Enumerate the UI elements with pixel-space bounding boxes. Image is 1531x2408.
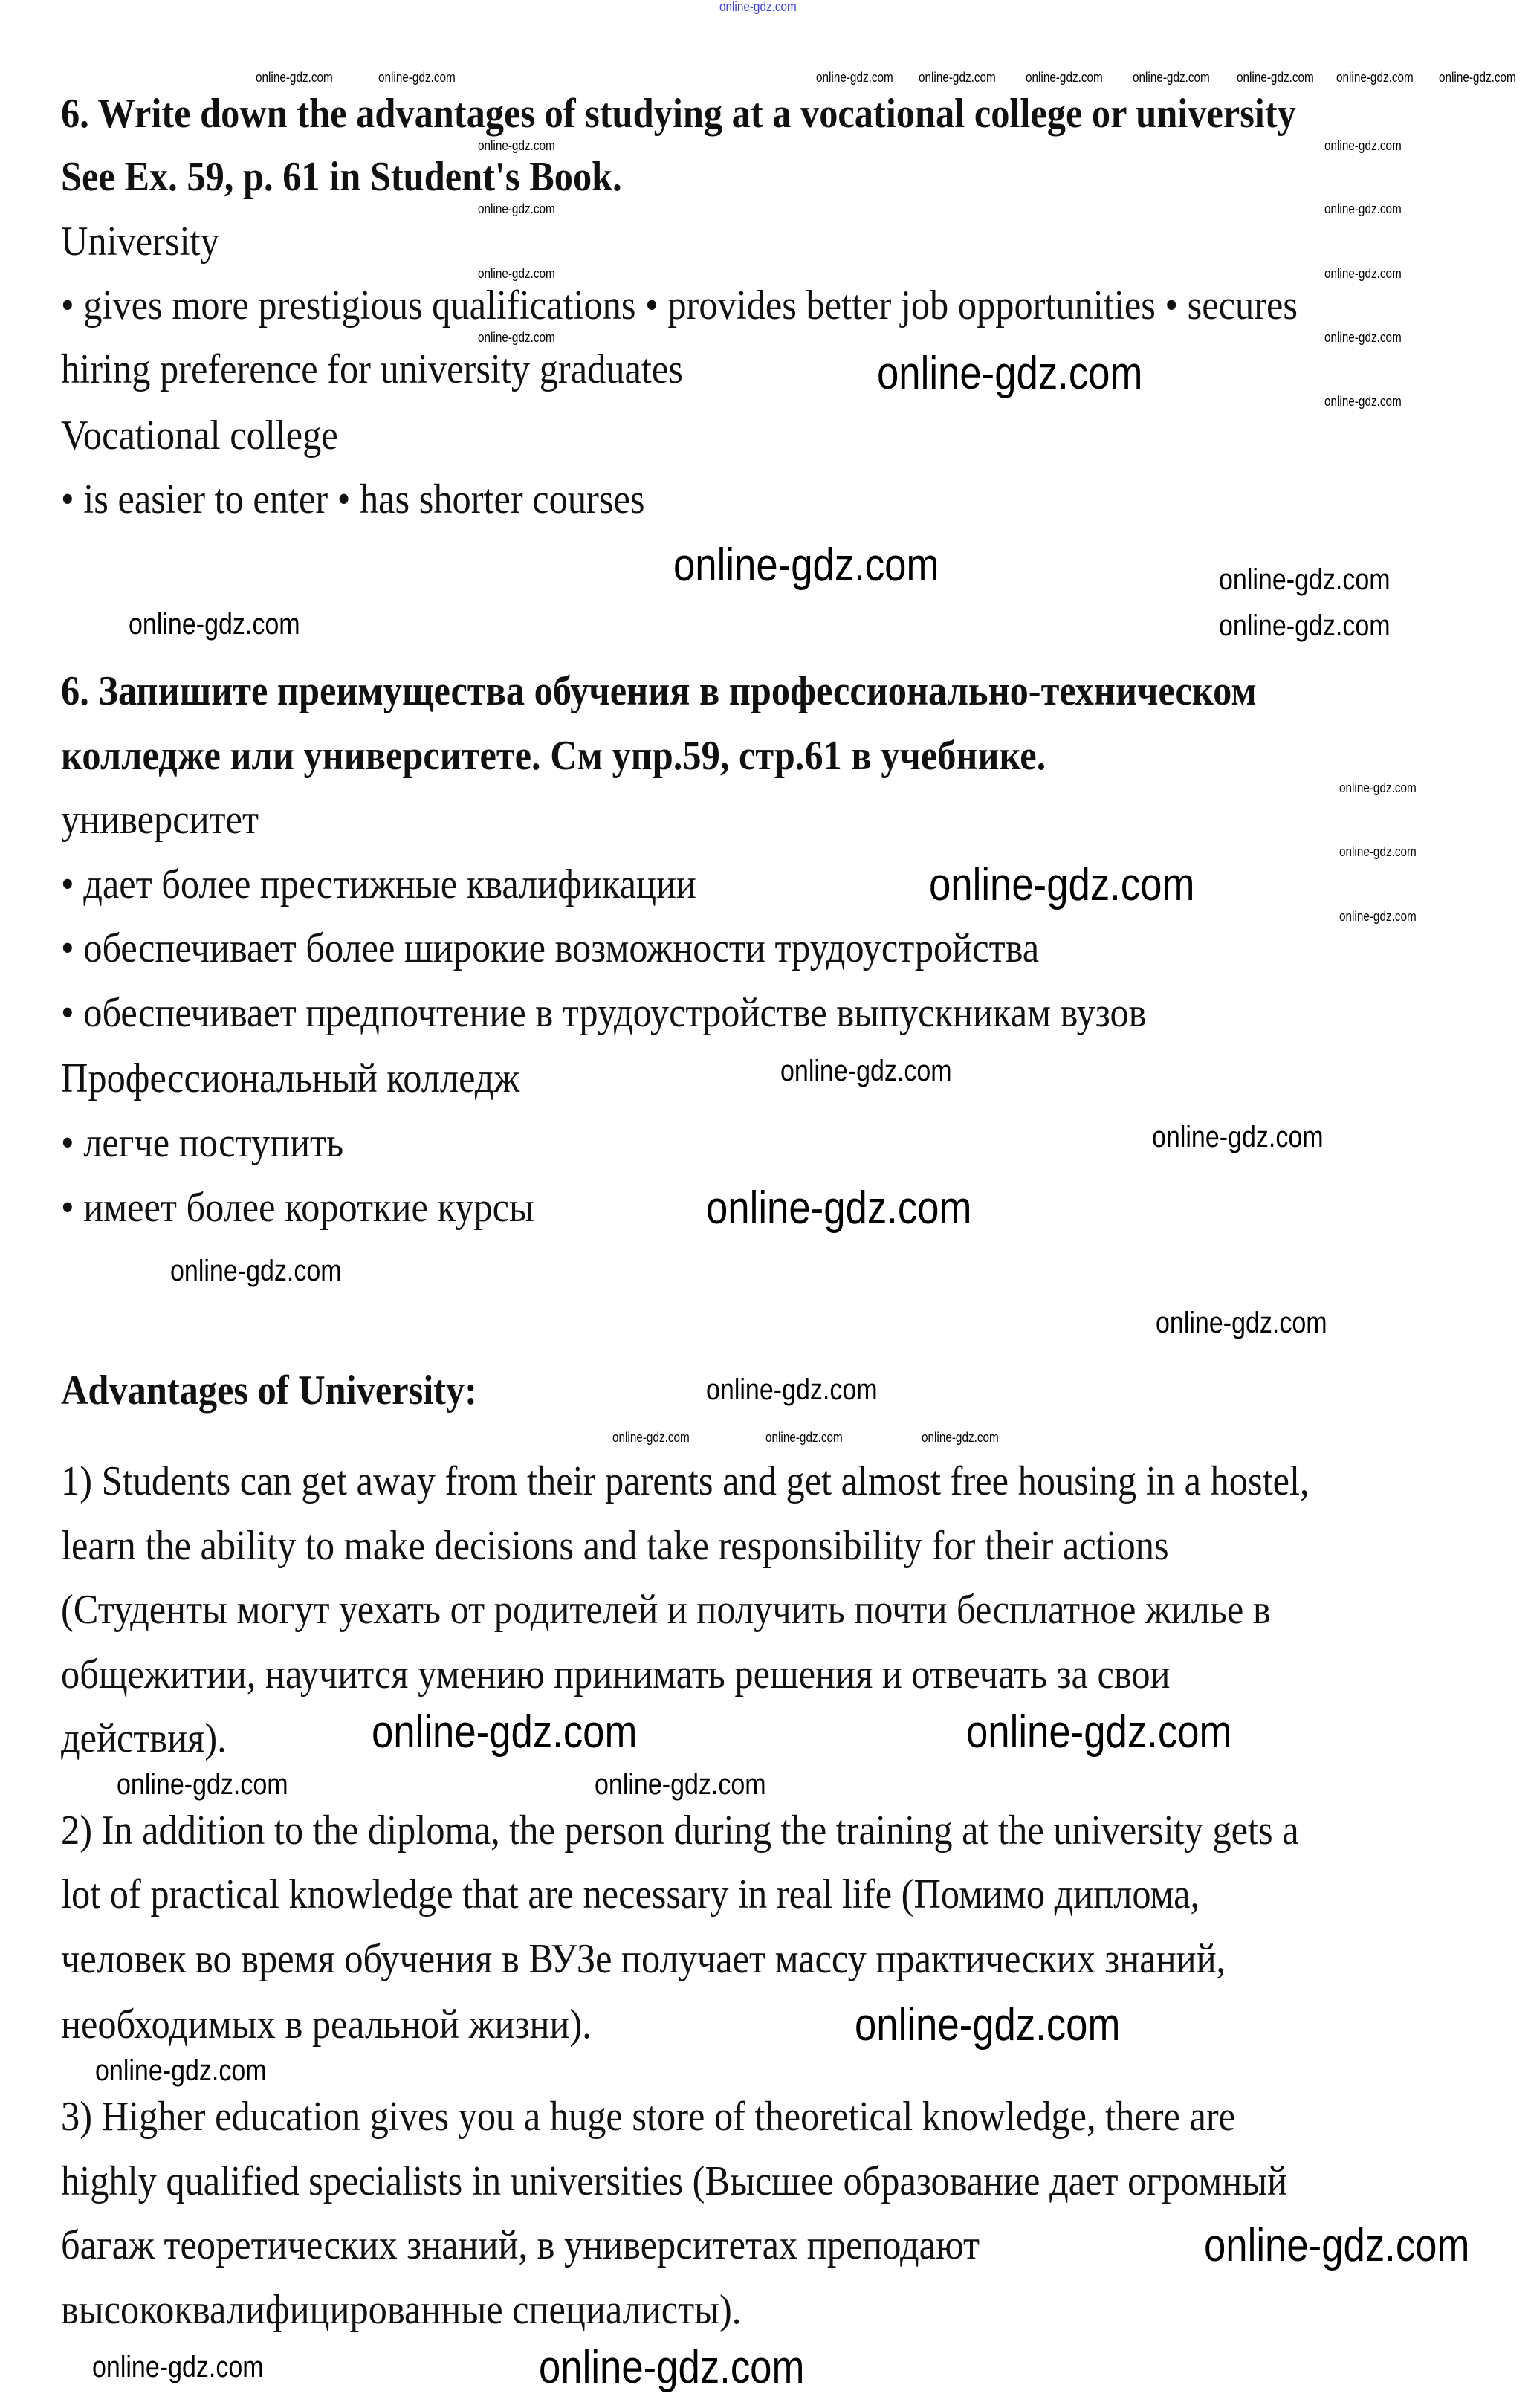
watermark-text: online-gdz.com xyxy=(1339,909,1417,924)
list-item: • обеспечивает предпочтение в трудоустройстве выпускникам вузов xyxy=(61,990,1147,1036)
watermark-text: online-gdz.com xyxy=(1339,844,1417,859)
advantage-2-line: необходимых в реальной жизни). xyxy=(61,2001,592,2048)
watermark-text: online-gdz.com xyxy=(766,1430,843,1445)
watermark-text: online-gdz.com xyxy=(877,348,1143,399)
college-advantages-line: • is easier to enter • has shorter courses xyxy=(61,476,645,522)
watermark-text: online-gdz.com xyxy=(966,1706,1232,1758)
watermark-text: online-gdz.com xyxy=(719,0,797,14)
watermark-text: online-gdz.com xyxy=(117,1768,288,1801)
exercise-reference-en: See Ex. 59, p. 61 in Student's Book. xyxy=(61,154,622,200)
watermark-text: online-gdz.com xyxy=(1237,70,1314,85)
watermark-text: online-gdz.com xyxy=(816,70,893,85)
watermark-text: online-gdz.com xyxy=(612,1430,690,1445)
university-advantages-line: hiring preference for university graduates xyxy=(61,346,683,392)
watermark-text: online-gdz.com xyxy=(1336,70,1414,85)
watermark-text: online-gdz.com xyxy=(1204,2220,1470,2271)
advantage-3-line: 3) Higher education gives you a huge store of theoretical knowledge, there are xyxy=(61,2094,1236,2140)
advantage-2-line: 2) In addition to the diploma, the person during the training at the university gets a xyxy=(61,1807,1299,1854)
list-item: • обеспечивает более широкие возможности трудоустройства xyxy=(61,925,1040,971)
watermark-text: online-gdz.com xyxy=(706,1182,972,1234)
advantage-1-line: общежитии, научится умению принимать решения и отвечать за свои xyxy=(61,1651,1171,1697)
university-label-en: University xyxy=(61,219,219,265)
watermark-text: online-gdz.com xyxy=(478,201,555,216)
watermark-text: online-gdz.com xyxy=(919,70,996,85)
watermark-text: online-gdz.com xyxy=(706,1373,878,1406)
watermark-text: online-gdz.com xyxy=(1156,1307,1327,1339)
watermark-text: online-gdz.com xyxy=(1324,138,1402,153)
advantages-heading: Advantages of University: xyxy=(61,1368,477,1414)
list-item: • легче поступить xyxy=(61,1120,344,1166)
watermark-text: online-gdz.com xyxy=(1219,563,1391,596)
watermark-text: online-gdz.com xyxy=(1324,201,1402,216)
watermark-text: online-gdz.com xyxy=(478,330,555,345)
advantage-3-line: highly qualified specialists in universities (Высшее образование дает огромный xyxy=(61,2158,1288,2204)
university-label-ru: университет xyxy=(61,797,259,843)
advantage-2-line: lot of practical knowledge that are necessary in real life (Помимо диплома, xyxy=(61,1871,1200,1917)
watermark-text: online-gdz.com xyxy=(1219,609,1391,642)
watermark-text: online-gdz.com xyxy=(780,1055,952,1087)
watermark-text: online-gdz.com xyxy=(1339,780,1417,795)
university-advantages-line: • gives more prestigious qualifications • provides better job opportunities • secures xyxy=(61,282,1298,328)
college-label-en: Vocational college xyxy=(61,412,338,459)
watermark-text: online-gdz.com xyxy=(378,70,456,85)
advantage-1-line: действия). xyxy=(61,1715,227,1761)
exercise-reference-ru: колледже или университете. См упр.59, стр.61 в учебнике. xyxy=(61,733,1046,779)
advantage-1-line: learn the ability to make decisions and take responsibility for their actions xyxy=(61,1523,1169,1569)
watermark-text: online-gdz.com xyxy=(478,266,555,281)
list-item: • имеет более короткие курсы xyxy=(61,1185,534,1231)
watermark-text: online-gdz.com xyxy=(673,540,939,591)
watermark-text: online-gdz.com xyxy=(1133,70,1210,85)
exercise-title-en: 6. Write down the advantages of studying at a vocational college or university xyxy=(61,91,1296,137)
watermark-text: online-gdz.com xyxy=(1324,330,1402,345)
college-label-ru: Профессиональный колледж xyxy=(61,1055,520,1101)
watermark-text: online-gdz.com xyxy=(595,1768,766,1801)
list-item: • дает более престижные квалификации xyxy=(61,861,696,907)
watermark-text: online-gdz.com xyxy=(539,2342,805,2393)
advantage-3-line: высококвалифицированные специалисты). xyxy=(61,2287,742,2333)
advantage-1-line: (Студенты могут уехать от родителей и получить почти бесплатное жилье в xyxy=(61,1587,1271,1633)
watermark-text: online-gdz.com xyxy=(372,1706,638,1758)
watermark-text: online-gdz.com xyxy=(256,70,333,85)
watermark-text: online-gdz.com xyxy=(1026,70,1103,85)
watermark-text: online-gdz.com xyxy=(170,1255,342,1287)
watermark-text: online-gdz.com xyxy=(1152,1121,1324,1153)
advantage-3-line: багаж теоретических знаний, в университетах преподают xyxy=(61,2222,980,2268)
watermark-text: online-gdz.com xyxy=(129,608,300,641)
watermark-text: online-gdz.com xyxy=(855,1999,1121,2051)
watermark-text: online-gdz.com xyxy=(929,859,1195,910)
advantage-1-line: 1) Students can get away from their parents and get almost free housing in a hostel, xyxy=(61,1458,1310,1504)
watermark-text: online-gdz.com xyxy=(1324,394,1402,409)
exercise-title-ru: 6. Запишите преимущества обучения в профессионально-техническом xyxy=(61,668,1257,714)
watermark-text: online-gdz.com xyxy=(92,2351,264,2383)
watermark-text: online-gdz.com xyxy=(478,138,555,153)
watermark-text: online-gdz.com xyxy=(922,1430,999,1445)
watermark-text: online-gdz.com xyxy=(1439,70,1516,85)
watermark-text: online-gdz.com xyxy=(95,2054,267,2087)
watermark-text: online-gdz.com xyxy=(1324,266,1402,281)
advantage-2-line: человек во время обучения в ВУЗе получает массу практических знаний, xyxy=(61,1936,1226,1982)
